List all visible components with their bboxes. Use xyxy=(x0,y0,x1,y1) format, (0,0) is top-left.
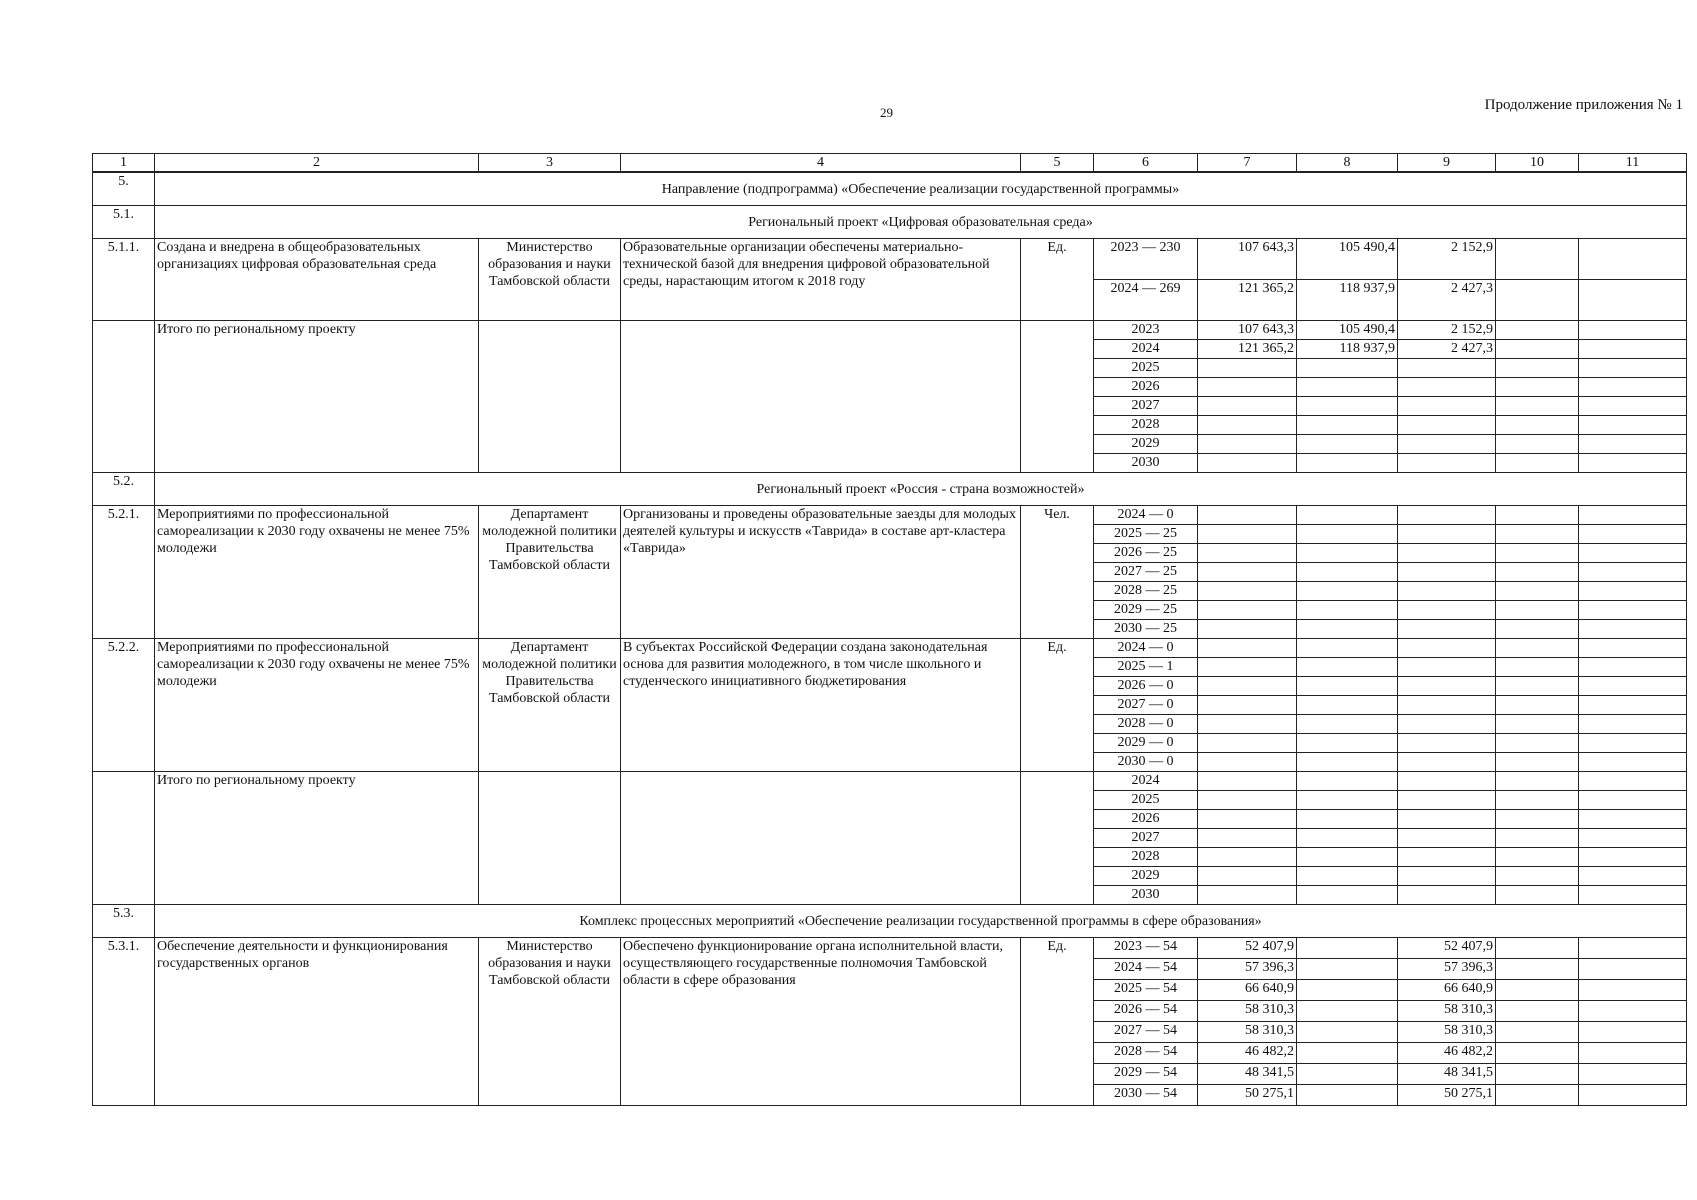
amount-regional: 2 427,3 xyxy=(1398,340,1496,359)
year-value: 2029 xyxy=(1094,867,1198,886)
amount-total: 58 310,3 xyxy=(1198,1001,1297,1022)
amount-total: 66 640,9 xyxy=(1198,980,1297,1001)
section-number: 5.1. xyxy=(93,206,155,239)
amount-col10 xyxy=(1496,340,1579,359)
amount-col7 xyxy=(1198,734,1297,753)
amount-col8 xyxy=(1297,791,1398,810)
item-number: 5.3.1. xyxy=(93,938,155,1106)
amount-federal xyxy=(1297,359,1398,378)
column-header: 9 xyxy=(1398,154,1496,173)
amount-col11 xyxy=(1579,525,1687,544)
amount-col11 xyxy=(1579,340,1687,359)
amount-col11 xyxy=(1579,639,1687,658)
column-header: 6 xyxy=(1094,154,1198,173)
amount-col7 xyxy=(1198,696,1297,715)
amount-federal xyxy=(1297,980,1398,1001)
year-value: 2030 — 25 xyxy=(1094,620,1198,639)
amount-col10 xyxy=(1496,753,1579,772)
amount-col10 xyxy=(1496,378,1579,397)
unit: Чел. xyxy=(1021,506,1094,639)
year-value: 2027 — 25 xyxy=(1094,563,1198,582)
amount-col10 xyxy=(1496,359,1579,378)
amount-col11 xyxy=(1579,810,1687,829)
amount-federal xyxy=(1297,454,1398,473)
year-value: 2025 — 54 xyxy=(1094,980,1198,1001)
year-value: 2025 — 1 xyxy=(1094,658,1198,677)
responsible-executor: Министерство образования и науки Тамбовской области xyxy=(479,938,621,1106)
amount-federal xyxy=(1297,416,1398,435)
amount-col10 xyxy=(1496,715,1579,734)
amount-col11 xyxy=(1579,886,1687,905)
year-value: 2023 — 54 xyxy=(1094,938,1198,959)
year-value: 2024 — 0 xyxy=(1094,639,1198,658)
amount-col8 xyxy=(1297,696,1398,715)
amount-regional: 50 275,1 xyxy=(1398,1085,1496,1106)
item-name: Создана и внедрена в общеобразовательных организациях цифровая образовательная среда xyxy=(155,239,479,321)
amount-col11 xyxy=(1579,848,1687,867)
amount-col7 xyxy=(1198,886,1297,905)
table-row xyxy=(93,172,1687,206)
amount-federal xyxy=(1297,378,1398,397)
amount-col8 xyxy=(1297,544,1398,563)
amount-federal xyxy=(1297,1064,1398,1085)
amount-col10 xyxy=(1496,525,1579,544)
amount-col10 xyxy=(1496,280,1579,321)
blank-cell xyxy=(479,772,621,905)
amount-federal: 105 490,4 xyxy=(1297,321,1398,340)
year-value: 2024 — 0 xyxy=(1094,506,1198,525)
blank-cell xyxy=(93,772,155,905)
year-value: 2026 — 54 xyxy=(1094,1001,1198,1022)
amount-col8 xyxy=(1297,734,1398,753)
amount-col9 xyxy=(1398,563,1496,582)
section-number: 5. xyxy=(93,172,155,206)
year-value: 2029 xyxy=(1094,435,1198,454)
year-value: 2028 — 25 xyxy=(1094,582,1198,601)
year-value: 2029 — 25 xyxy=(1094,601,1198,620)
amount-col11 xyxy=(1579,620,1687,639)
amount-total xyxy=(1198,435,1297,454)
amount-col7 xyxy=(1198,601,1297,620)
table-row xyxy=(93,206,1687,239)
amount-col10 xyxy=(1496,239,1579,280)
responsible-executor: Департамент молодежной политики Правительства Тамбовской области xyxy=(479,639,621,772)
amount-col11 xyxy=(1579,416,1687,435)
year-value: 2028 — 0 xyxy=(1094,715,1198,734)
amount-col10 xyxy=(1496,582,1579,601)
year-value: 2026 — 25 xyxy=(1094,544,1198,563)
amount-regional: 46 482,2 xyxy=(1398,1043,1496,1064)
amount-col10 xyxy=(1496,454,1579,473)
amount-regional xyxy=(1398,359,1496,378)
amount-col10 xyxy=(1496,791,1579,810)
year-value: 2023 — 230 xyxy=(1094,239,1198,280)
amount-col10 xyxy=(1496,563,1579,582)
year-value: 2030 xyxy=(1094,454,1198,473)
page-number: 29 xyxy=(880,105,893,120)
amount-col7 xyxy=(1198,829,1297,848)
amount-col11 xyxy=(1579,829,1687,848)
blank-cell xyxy=(621,772,1021,905)
amount-total: 46 482,2 xyxy=(1198,1043,1297,1064)
amount-col10 xyxy=(1496,848,1579,867)
amount-col8 xyxy=(1297,715,1398,734)
column-header: 1 xyxy=(93,154,155,173)
item-result: Организованы и проведены образовательные заезды для молодых деятелей культуры и искусств «Таврида» в составе арт-кластера «Таврида» xyxy=(621,506,1021,639)
amount-federal xyxy=(1297,1043,1398,1064)
amount-col9 xyxy=(1398,620,1496,639)
column-header: 3 xyxy=(479,154,621,173)
amount-col11 xyxy=(1579,454,1687,473)
amount-total: 52 407,9 xyxy=(1198,938,1297,959)
amount-col8 xyxy=(1297,525,1398,544)
amount-regional: 58 310,3 xyxy=(1398,1022,1496,1043)
amount-col11 xyxy=(1579,1001,1687,1022)
item-result: В субъектах Российской Федерации создана законодательная основа для развития молодежного, в том числе школьного и студенческого инициативного бюджетирования xyxy=(621,639,1021,772)
amount-col11 xyxy=(1579,677,1687,696)
amount-federal: 105 490,4 xyxy=(1297,239,1398,280)
year-value: 2024 — 54 xyxy=(1094,959,1198,980)
amount-col11 xyxy=(1579,582,1687,601)
amount-federal: 118 937,9 xyxy=(1297,280,1398,321)
amount-total: 121 365,2 xyxy=(1198,280,1297,321)
year-value: 2030 xyxy=(1094,886,1198,905)
year-value: 2028 xyxy=(1094,848,1198,867)
amount-regional xyxy=(1398,397,1496,416)
continuation-note: Продолжение приложения № 1 xyxy=(1484,97,1683,113)
year-value: 2024 xyxy=(1094,340,1198,359)
amount-col8 xyxy=(1297,810,1398,829)
amount-col10 xyxy=(1496,1022,1579,1043)
amount-regional xyxy=(1398,454,1496,473)
table-row xyxy=(93,938,1687,959)
amount-col9 xyxy=(1398,810,1496,829)
unit: Ед. xyxy=(1021,239,1094,321)
table-row xyxy=(93,506,1687,525)
item-name: Мероприятиями по профессиональной самореализации к 2030 году охвачены не менее 75% молодежи xyxy=(155,506,479,639)
blank-cell xyxy=(1021,772,1094,905)
amount-col10 xyxy=(1496,321,1579,340)
amount-total: 48 341,5 xyxy=(1198,1064,1297,1085)
amount-regional: 48 341,5 xyxy=(1398,1064,1496,1085)
blank-cell xyxy=(93,321,155,473)
amount-col11 xyxy=(1579,321,1687,340)
amount-col10 xyxy=(1496,601,1579,620)
year-value: 2029 — 0 xyxy=(1094,734,1198,753)
amount-col11 xyxy=(1579,938,1687,959)
blank-cell xyxy=(1021,321,1094,473)
amount-col9 xyxy=(1398,848,1496,867)
amount-col8 xyxy=(1297,753,1398,772)
item-number: 5.2.2. xyxy=(93,639,155,772)
amount-col11 xyxy=(1579,601,1687,620)
amount-col11 xyxy=(1579,772,1687,791)
amount-col8 xyxy=(1297,582,1398,601)
amount-col11 xyxy=(1579,563,1687,582)
table-row xyxy=(93,639,1687,658)
amount-col7 xyxy=(1198,753,1297,772)
amount-col11 xyxy=(1579,397,1687,416)
amount-total xyxy=(1198,378,1297,397)
amount-col8 xyxy=(1297,829,1398,848)
section-title: Комплекс процессных мероприятий «Обеспечение реализации государственной программы в сфере образования» xyxy=(155,905,1687,938)
amount-col9 xyxy=(1398,639,1496,658)
amount-col11 xyxy=(1579,239,1687,280)
amount-col11 xyxy=(1579,280,1687,321)
year-value: 2024 xyxy=(1094,772,1198,791)
amount-federal xyxy=(1297,959,1398,980)
section-title: Региональный проект «Цифровая образовательная среда» xyxy=(155,206,1687,239)
year-value: 2024 — 269 xyxy=(1094,280,1198,321)
amount-col11 xyxy=(1579,696,1687,715)
amount-col8 xyxy=(1297,886,1398,905)
amount-col10 xyxy=(1496,416,1579,435)
amount-federal xyxy=(1297,1022,1398,1043)
amount-col8 xyxy=(1297,772,1398,791)
table-row xyxy=(93,154,1687,173)
amount-regional xyxy=(1398,378,1496,397)
year-value: 2027 xyxy=(1094,829,1198,848)
amount-col10 xyxy=(1496,506,1579,525)
amount-col8 xyxy=(1297,620,1398,639)
amount-col10 xyxy=(1496,1001,1579,1022)
amount-col8 xyxy=(1297,563,1398,582)
amount-col7 xyxy=(1198,867,1297,886)
amount-col9 xyxy=(1398,601,1496,620)
amount-col10 xyxy=(1496,1085,1579,1106)
item-name: Мероприятиями по профессиональной самореализации к 2030 году охвачены не менее 75% молодежи xyxy=(155,639,479,772)
amount-regional: 66 640,9 xyxy=(1398,980,1496,1001)
amount-col9 xyxy=(1398,734,1496,753)
amount-col8 xyxy=(1297,848,1398,867)
item-result: Обеспечено функционирование органа исполнительной власти, осуществляющего государственные полномочия Тамбовской области в сфере образования xyxy=(621,938,1021,1106)
section-number: 5.2. xyxy=(93,473,155,506)
amount-col10 xyxy=(1496,1064,1579,1085)
amount-col11 xyxy=(1579,658,1687,677)
year-value: 2027 — 54 xyxy=(1094,1022,1198,1043)
amount-col10 xyxy=(1496,658,1579,677)
responsible-executor: Министерство образования и науки Тамбовской области xyxy=(479,239,621,321)
unit: Ед. xyxy=(1021,639,1094,772)
amount-col9 xyxy=(1398,772,1496,791)
amount-col11 xyxy=(1579,980,1687,1001)
section-title: Региональный проект «Россия - страна возможностей» xyxy=(155,473,1687,506)
amount-col7 xyxy=(1198,848,1297,867)
amount-total: 57 396,3 xyxy=(1198,959,1297,980)
amount-col11 xyxy=(1579,1085,1687,1106)
amount-col11 xyxy=(1579,359,1687,378)
amount-col7 xyxy=(1198,715,1297,734)
amount-col11 xyxy=(1579,1064,1687,1085)
amount-col7 xyxy=(1198,772,1297,791)
item-result: Образовательные организации обеспечены материально-технической базой для внедрения цифровой образовательной среды, нарастающим итогом к 2018 году xyxy=(621,239,1021,321)
amount-col8 xyxy=(1297,658,1398,677)
year-value: 2026 xyxy=(1094,810,1198,829)
amount-col11 xyxy=(1579,715,1687,734)
year-value: 2025 — 25 xyxy=(1094,525,1198,544)
amount-col7 xyxy=(1198,810,1297,829)
amount-col9 xyxy=(1398,791,1496,810)
amount-col11 xyxy=(1579,867,1687,886)
column-header: 4 xyxy=(621,154,1021,173)
amount-regional: 2 427,3 xyxy=(1398,280,1496,321)
responsible-executor: Департамент молодежной политики Правительства Тамбовской области xyxy=(479,506,621,639)
column-header: 7 xyxy=(1198,154,1297,173)
amount-col7 xyxy=(1198,620,1297,639)
program-table xyxy=(92,153,1687,1106)
table-row xyxy=(93,239,1687,280)
amount-col7 xyxy=(1198,525,1297,544)
amount-col11 xyxy=(1579,959,1687,980)
amount-col10 xyxy=(1496,620,1579,639)
amount-total xyxy=(1198,359,1297,378)
year-value: 2028 — 54 xyxy=(1094,1043,1198,1064)
amount-col10 xyxy=(1496,1043,1579,1064)
amount-col9 xyxy=(1398,696,1496,715)
amount-total xyxy=(1198,397,1297,416)
amount-col10 xyxy=(1496,696,1579,715)
amount-col9 xyxy=(1398,886,1496,905)
item-number: 5.1.1. xyxy=(93,239,155,321)
year-value: 2029 — 54 xyxy=(1094,1064,1198,1085)
amount-federal xyxy=(1297,435,1398,454)
amount-col10 xyxy=(1496,938,1579,959)
amount-col9 xyxy=(1398,829,1496,848)
year-value: 2026 xyxy=(1094,378,1198,397)
amount-col10 xyxy=(1496,886,1579,905)
amount-col7 xyxy=(1198,791,1297,810)
amount-col11 xyxy=(1579,753,1687,772)
amount-col9 xyxy=(1398,715,1496,734)
amount-col7 xyxy=(1198,658,1297,677)
amount-total: 50 275,1 xyxy=(1198,1085,1297,1106)
amount-total: 107 643,3 xyxy=(1198,321,1297,340)
amount-col7 xyxy=(1198,544,1297,563)
amount-col11 xyxy=(1579,435,1687,454)
amount-regional: 52 407,9 xyxy=(1398,938,1496,959)
amount-col9 xyxy=(1398,544,1496,563)
year-value: 2030 — 0 xyxy=(1094,753,1198,772)
total-label: Итого по региональному проекту xyxy=(155,321,479,473)
amount-col9 xyxy=(1398,506,1496,525)
amount-col10 xyxy=(1496,397,1579,416)
table-row xyxy=(93,321,1687,340)
amount-col11 xyxy=(1579,1043,1687,1064)
year-value: 2030 — 54 xyxy=(1094,1085,1198,1106)
table-row xyxy=(93,473,1687,506)
amount-col10 xyxy=(1496,980,1579,1001)
amount-federal xyxy=(1297,397,1398,416)
column-header: 8 xyxy=(1297,154,1398,173)
year-value: 2026 — 0 xyxy=(1094,677,1198,696)
column-header: 5 xyxy=(1021,154,1094,173)
amount-col7 xyxy=(1198,639,1297,658)
amount-col10 xyxy=(1496,810,1579,829)
amount-col11 xyxy=(1579,734,1687,753)
amount-col8 xyxy=(1297,677,1398,696)
table-row xyxy=(93,905,1687,938)
amount-col8 xyxy=(1297,639,1398,658)
amount-col10 xyxy=(1496,772,1579,791)
amount-col7 xyxy=(1198,563,1297,582)
amount-col10 xyxy=(1496,544,1579,563)
amount-col8 xyxy=(1297,601,1398,620)
amount-col7 xyxy=(1198,506,1297,525)
amount-col10 xyxy=(1496,435,1579,454)
year-value: 2023 xyxy=(1094,321,1198,340)
amount-col9 xyxy=(1398,753,1496,772)
amount-federal: 118 937,9 xyxy=(1297,340,1398,359)
year-value: 2027 — 0 xyxy=(1094,696,1198,715)
item-name: Обеспечение деятельности и функционирования государственных органов xyxy=(155,938,479,1106)
amount-col11 xyxy=(1579,791,1687,810)
section-number: 5.3. xyxy=(93,905,155,938)
amount-federal xyxy=(1297,1001,1398,1022)
column-header: 2 xyxy=(155,154,479,173)
amount-col11 xyxy=(1579,544,1687,563)
column-header: 11 xyxy=(1579,154,1687,173)
amount-col10 xyxy=(1496,867,1579,886)
amount-col9 xyxy=(1398,867,1496,886)
amount-total xyxy=(1198,454,1297,473)
amount-col8 xyxy=(1297,506,1398,525)
amount-regional xyxy=(1398,416,1496,435)
amount-col11 xyxy=(1579,1022,1687,1043)
column-header: 10 xyxy=(1496,154,1579,173)
section-title: Направление (подпрограмма) «Обеспечение реализации государственной программы» xyxy=(155,172,1687,206)
year-value: 2025 xyxy=(1094,791,1198,810)
amount-federal xyxy=(1297,938,1398,959)
amount-col11 xyxy=(1579,506,1687,525)
blank-cell xyxy=(479,321,621,473)
unit: Ед. xyxy=(1021,938,1094,1106)
amount-regional: 58 310,3 xyxy=(1398,1001,1496,1022)
table-row xyxy=(93,772,1687,791)
amount-col7 xyxy=(1198,677,1297,696)
amount-col10 xyxy=(1496,959,1579,980)
amount-total: 107 643,3 xyxy=(1198,239,1297,280)
amount-col7 xyxy=(1198,582,1297,601)
year-value: 2025 xyxy=(1094,359,1198,378)
amount-col9 xyxy=(1398,658,1496,677)
amount-regional: 57 396,3 xyxy=(1398,959,1496,980)
amount-col11 xyxy=(1579,378,1687,397)
total-label: Итого по региональному проекту xyxy=(155,772,479,905)
year-value: 2028 xyxy=(1094,416,1198,435)
amount-regional xyxy=(1398,435,1496,454)
blank-cell xyxy=(621,321,1021,473)
amount-regional: 2 152,9 xyxy=(1398,239,1496,280)
year-value: 2027 xyxy=(1094,397,1198,416)
amount-col10 xyxy=(1496,829,1579,848)
amount-total: 121 365,2 xyxy=(1198,340,1297,359)
item-number: 5.2.1. xyxy=(93,506,155,639)
amount-col10 xyxy=(1496,639,1579,658)
amount-col10 xyxy=(1496,734,1579,753)
amount-total: 58 310,3 xyxy=(1198,1022,1297,1043)
amount-regional: 2 152,9 xyxy=(1398,321,1496,340)
amount-col8 xyxy=(1297,867,1398,886)
amount-federal xyxy=(1297,1085,1398,1106)
amount-col10 xyxy=(1496,677,1579,696)
amount-total xyxy=(1198,416,1297,435)
amount-col9 xyxy=(1398,677,1496,696)
amount-col9 xyxy=(1398,525,1496,544)
amount-col9 xyxy=(1398,582,1496,601)
